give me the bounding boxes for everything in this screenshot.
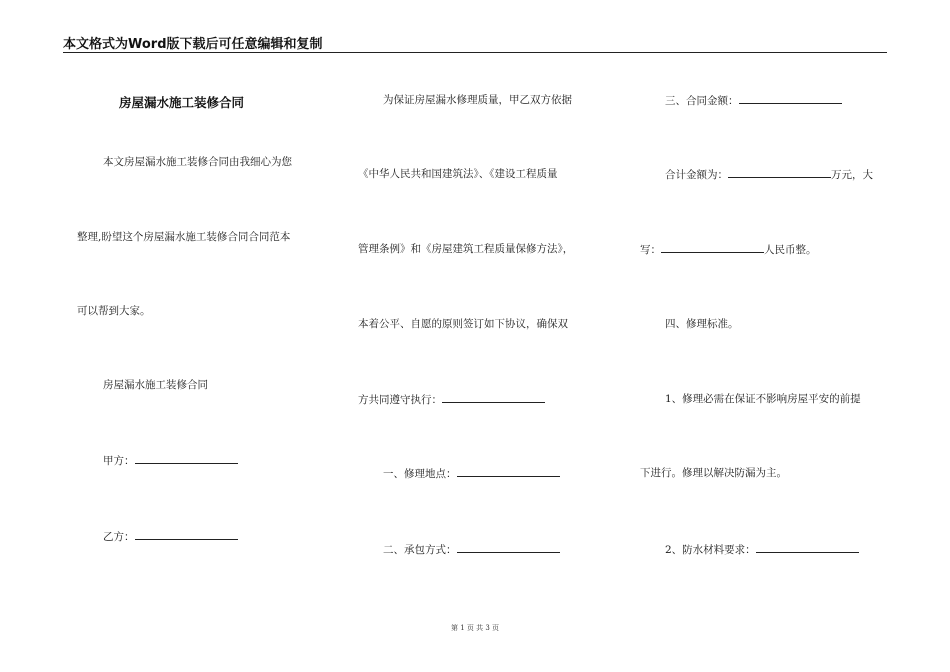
preamble-line-2: 《中华人民共和国建筑法》、《建设工程质量	[358, 168, 558, 180]
preamble-line-5	[358, 392, 545, 407]
contract-method-label: 二、承包方式：	[383, 544, 457, 556]
amount-in-words-blank	[661, 242, 764, 253]
repair-standard-heading: 四、修理标准。	[665, 318, 739, 330]
intro-line-2: 整理,盼望这个房屋漏水施工装修合同合同范本	[77, 231, 291, 243]
amount-in-words-field	[640, 242, 817, 257]
repair-location-field	[383, 466, 560, 481]
contract-method-blank	[457, 542, 560, 553]
preamble-line-3: 管理条例》和《房屋建筑工程质量保修方法》，	[358, 243, 574, 255]
standard-item-1-line-1: 1、修理必需在保证不影响房屋平安的前提	[665, 393, 861, 405]
total-amount-field	[665, 167, 873, 182]
party-b-field	[103, 529, 238, 544]
waterproof-material-label: 2、防水材料要求：	[665, 544, 756, 556]
preamble-line-5-text: 方共同遵守执行：	[358, 394, 442, 406]
document-title: 房屋漏水施工装修合同	[119, 95, 245, 110]
contract-method-field	[383, 542, 560, 557]
contract-amount-field	[665, 93, 842, 108]
waterproof-material-field	[665, 542, 859, 557]
repair-location-blank	[457, 466, 560, 477]
page-footer: 第 1 页 共 3 页	[450, 624, 500, 632]
page-header: 本文格式为Word版下载后可任意编辑和复制	[63, 37, 323, 52]
party-b-label: 乙方：	[103, 531, 135, 543]
amount-in-words-label: 写：	[640, 244, 661, 256]
party-b-blank	[135, 529, 238, 540]
party-a-blank	[135, 453, 238, 464]
intro-line-3: 可以帮到大家。	[77, 305, 151, 317]
waterproof-material-blank	[756, 542, 859, 553]
contract-amount-blank	[739, 93, 842, 104]
preamble-line-4: 本着公平、自愿的原则签订如下协议，确保双	[358, 318, 568, 330]
header-divider	[63, 52, 887, 53]
intro-line-1: 本文房屋漏水施工装修合同由我细心为您	[103, 156, 292, 168]
party-a-field	[103, 453, 238, 468]
contract-amount-label: 三、合同金额：	[665, 95, 739, 107]
amount-in-words-suffix: 人民币整。	[764, 244, 817, 256]
total-amount-unit: 万元，大	[831, 169, 873, 181]
total-amount-label: 合计金额为：	[665, 169, 728, 181]
execution-blank	[442, 392, 545, 403]
standard-item-1-line-2: 下进行。修理以解决防漏为主。	[640, 467, 787, 479]
preamble-line-1: 为保证房屋漏水修理质量，甲乙双方依据	[383, 94, 572, 106]
contract-subtitle: 房屋漏水施工装修合同	[103, 379, 208, 391]
repair-location-label: 一、修理地点：	[383, 468, 457, 480]
party-a-label: 甲方：	[103, 455, 135, 467]
total-amount-blank	[728, 167, 831, 178]
